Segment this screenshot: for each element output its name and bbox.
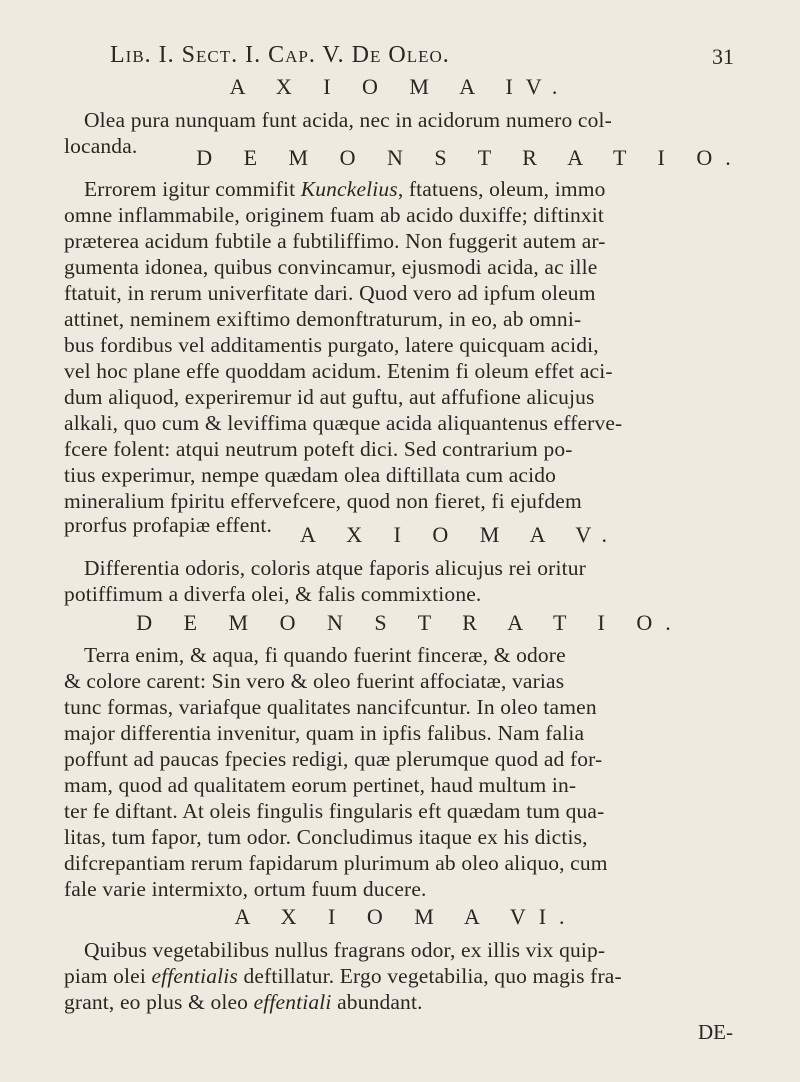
text-line: locanda. [64, 134, 138, 158]
axioma-v-heading: A X I O M A V. [300, 522, 620, 547]
text-line: præterea acidum fubtile a fubtiliffimo. Non fuggerit autem ar- [64, 229, 606, 253]
text-line: vel hoc plane effe quoddam acidum. Etenim fi oleum effet aci- [64, 359, 613, 383]
text-line: grant, eo plus & oleo effentiali abundant. [64, 990, 423, 1014]
text-line: Errorem igitur commifit Kunckelius, ftatuens, oleum, immo [84, 177, 606, 201]
text-line: fale varie intermixto, ortum fuum ducere. [64, 877, 427, 901]
text-line: ftatuit, in rerum univerfitate dari. Quod vero ad ipfum oleum [64, 281, 596, 305]
text-line: bus fordibus vel additamentis purgato, latere quicquam acidi, [64, 333, 599, 357]
italic-term: effentiali [253, 990, 332, 1014]
text-line: Quibus vegetabilibus nullus fragrans odor, ex illis vix quip- [84, 938, 606, 962]
text-line: major differentia invenitur, quam in ipfis falibus. Nam falia [64, 721, 585, 745]
text-line: potiffimum a diverfa olei, & falis commixtione. [64, 582, 482, 606]
italic-term: effentialis [151, 964, 238, 988]
text-line: gumenta idonea, quibus convincamur, ejusmodi acida, ac ille [64, 255, 598, 279]
text-line: attinet, neminem exiftimo demonftraturum, in eo, ab omni- [64, 307, 582, 331]
page-number: 31 [712, 44, 734, 69]
italic-name: Kunckelius [300, 177, 398, 201]
text-line: prorfus profapiæ effent. [64, 513, 272, 537]
text-line: Olea pura nunquam funt acida, nec in acidorum numero col- [84, 108, 612, 132]
text-line: litas, tum fapor, tum odor. Concludimus itaque ex his dictis, [64, 825, 588, 849]
demonstratio-heading: D E M O N S T R A T I O. [136, 610, 684, 635]
text-line: tius experimur, nempe quædam olea diftillata cum acido [64, 463, 557, 487]
text-line: fcere folent: atqui neutrum poteft dici. Sed contrarium po- [64, 437, 573, 461]
text-line: omne inflammabile, originem fuam ab acido duxiffe; diftinxit [64, 203, 604, 227]
text-line: mineralium fpiritu effervefcere, quod non fieret, fi ejufdem [64, 489, 582, 513]
text-line: mam, quod ad qualitatem eorum pertinet, haud multum in- [64, 773, 577, 797]
axioma-iv-heading: A X I O M A IV. [229, 74, 571, 99]
text-line: & colore carent: Sin vero & oleo fuerint affociatæ, varias [64, 669, 565, 693]
text-line: ter fe diftant. At oleis fingulis fingularis eft quædam tum qua- [64, 799, 605, 823]
text-line: Differentia odoris, coloris atque faporis alicujus rei oritur [84, 556, 586, 580]
text-line: piam olei effentialis deftillatur. Ergo vegetabilia, quo magis fra- [64, 964, 622, 988]
text-line: poffunt ad paucas fpecies redigi, quæ plerumque quod ad for- [64, 747, 603, 771]
catchword: DE- [698, 1020, 733, 1044]
running-head: Lib. I. Sect. I. Cap. V. De Oleo. [110, 42, 450, 68]
demonstratio-heading: D E M O N S T R A T I O. [196, 145, 744, 170]
text-line: dum aliquod, experiremur id aut guftu, aut affufione alicujus [64, 385, 595, 409]
text-line: tunc formas, variafque qualitates nancifcuntur. In oleo tamen [64, 695, 597, 719]
axioma-vi-heading: A X I O M A VI. [234, 904, 578, 929]
text-line: difcrepantiam rerum fapidarum plurimum ab oleo aliquo, cum [64, 851, 608, 875]
text-line: Terra enim, & aqua, fi quando fuerint finceræ, & odore [84, 643, 566, 667]
text-line: alkali, quo cum & leviffima quæque acida aliquantenus efferve- [64, 411, 623, 435]
